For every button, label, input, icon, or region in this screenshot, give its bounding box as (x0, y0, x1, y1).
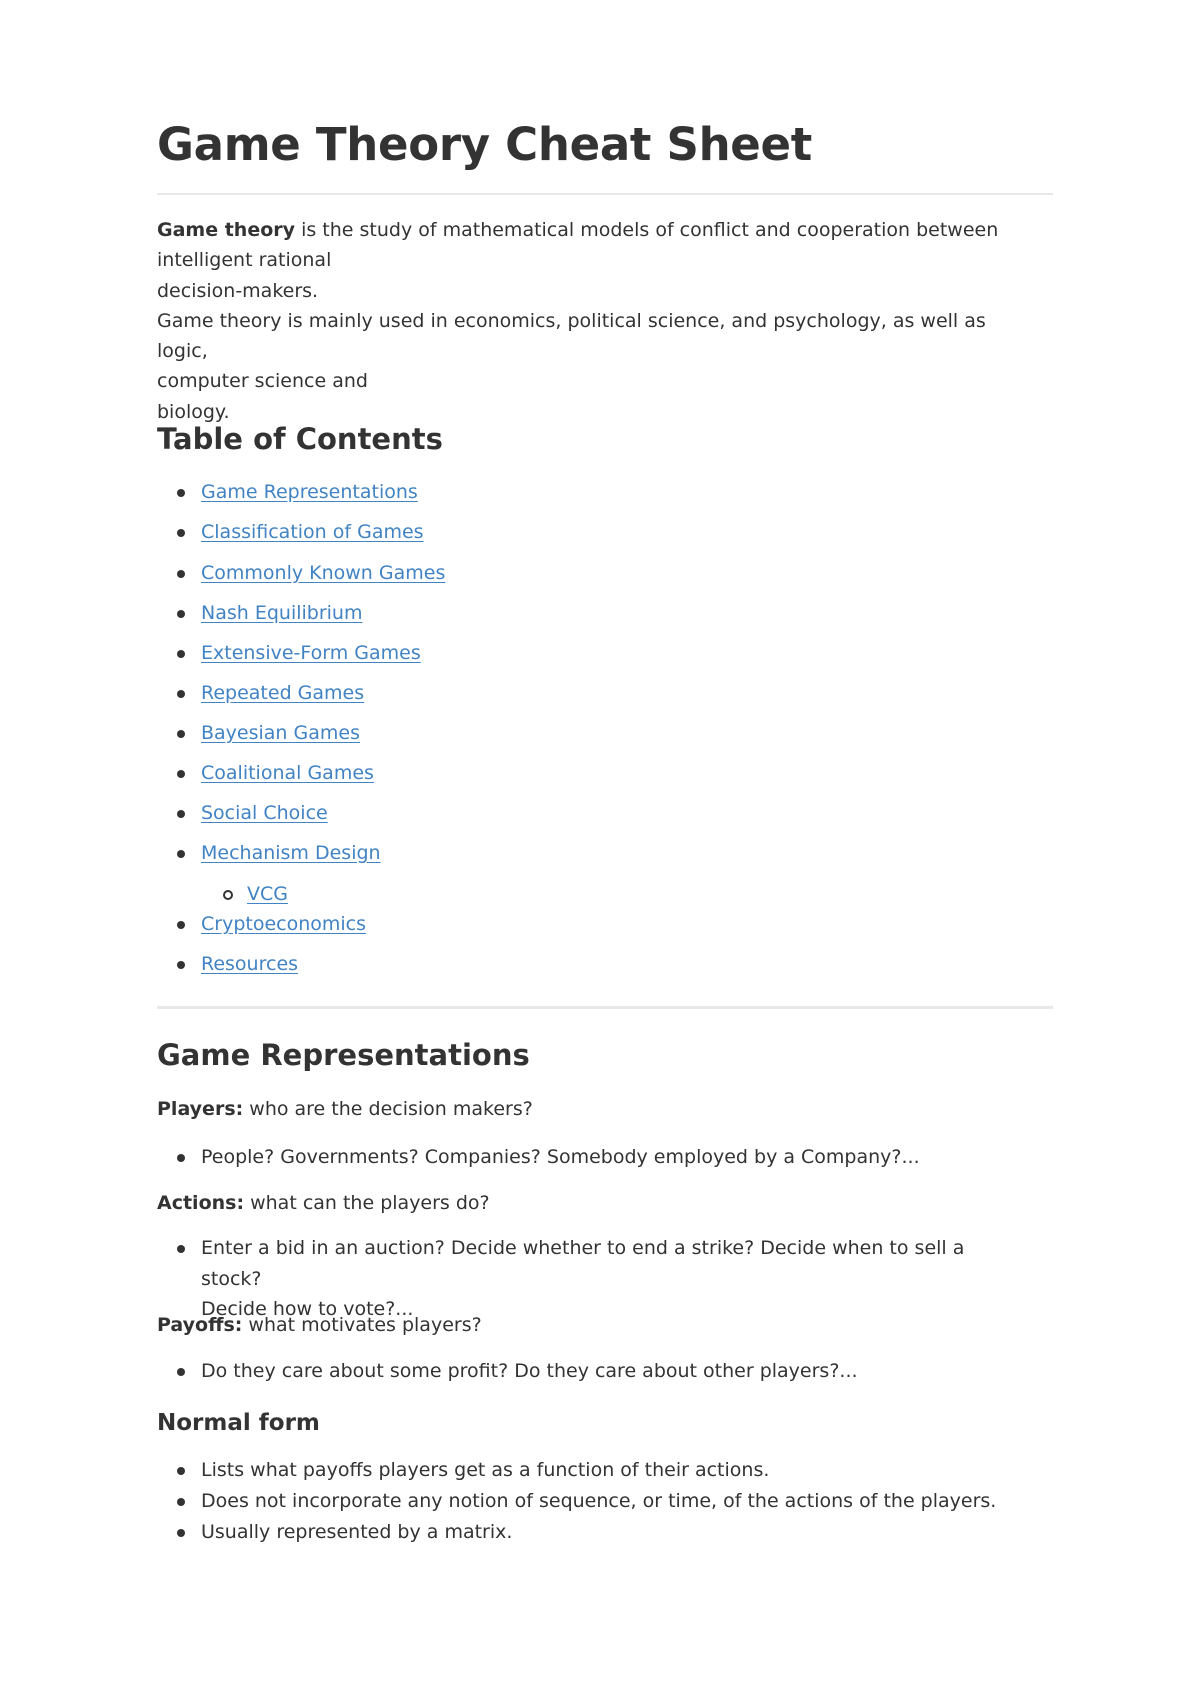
toc-link-cryptoeconomics[interactable]: Cryptoeconomics (201, 913, 367, 935)
toc-item (201, 758, 374, 788)
intro-line-2: intelligent rational (157, 249, 332, 272)
toc-link-nash-equilibrium[interactable]: Nash Equilibrium (201, 602, 363, 624)
section-heading-game-representations: Game Representations (157, 1038, 530, 1072)
payoffs-text: what motivates players? (242, 1314, 482, 1336)
toc-link-social-choice[interactable]: Social Choice (201, 802, 328, 824)
intro-line-6: biology. (157, 400, 230, 423)
normal-form-bullet: Lists what payoffs players get as a function of their actions. (201, 1455, 1021, 1486)
toc-item (201, 838, 381, 868)
toc-link-commonly-known-games[interactable]: Commonly Known Games (201, 562, 446, 584)
actions-label: Actions: (157, 1192, 245, 1214)
toc-item (201, 949, 298, 979)
toc-heading: Table of Contents (157, 422, 443, 456)
actions-bullet-line-1: Enter a bid in an auction? Decide whether to end a strike? Decide when to sell a stock? (201, 1237, 965, 1290)
players-label: Players: (157, 1098, 244, 1120)
title-divider (157, 193, 1053, 195)
toc-item (201, 558, 445, 588)
toc-item (201, 798, 328, 828)
toc-link-resources[interactable]: Resources (201, 953, 299, 975)
section-divider (157, 1006, 1053, 1009)
normal-form-bullet: Does not incorporate any notion of sequence, or time, of the actions of the players. (201, 1486, 1021, 1517)
players-paragraph (157, 1094, 1017, 1124)
intro-line-5: computer science and (157, 370, 368, 393)
normal-form-bullet: Usually represented by a matrix. (201, 1517, 1021, 1548)
toc-item (201, 909, 366, 939)
toc-link-coalitional-games[interactable]: Coalitional Games (201, 762, 374, 784)
actions-bullet-line-2: Decide how to vote?... (201, 1298, 414, 1320)
toc-item (201, 517, 424, 547)
players-text: who are the decision makers? (243, 1098, 533, 1120)
payoffs-bullet: Do they care about some profit? Do they care about other players?... (201, 1356, 1021, 1387)
page-title: Game Theory Cheat Sheet (157, 118, 812, 171)
toc-link-bayesian-games[interactable]: Bayesian Games (201, 722, 360, 744)
actions-paragraph (157, 1188, 1017, 1218)
toc-link-repeated-games[interactable]: Repeated Games (201, 682, 365, 704)
actions-text: what can the players do? (244, 1192, 490, 1214)
toc-subitem (247, 879, 288, 909)
subheading-normal-form: Normal form (157, 1410, 320, 1436)
intro-line-3: decision-makers. (157, 279, 319, 302)
players-bullet: People? Governments? Companies? Somebody employed by a Company?... (201, 1142, 1021, 1173)
toc-link-extensive-form-games[interactable]: Extensive-Form Games (201, 642, 421, 664)
toc-item (201, 718, 360, 748)
toc-link-classification-of-games[interactable]: Classification of Games (201, 521, 424, 543)
toc-item (201, 678, 364, 708)
toc-link-mechanism-design[interactable]: Mechanism Design (201, 842, 381, 864)
intro-paragraph (157, 215, 1017, 427)
toc-link-vcg[interactable]: VCG (247, 883, 288, 905)
intro-term: Game theory (157, 219, 296, 241)
payoffs-label: Payoffs: (157, 1314, 243, 1336)
intro-line-4: Game theory is mainly used in economics, political science, and psychology, as well as logic, (157, 309, 986, 363)
payoffs-paragraph (157, 1310, 1017, 1340)
toc-item (201, 638, 421, 668)
toc-item (201, 477, 418, 507)
toc-link-game-representations[interactable]: Game Representations (201, 481, 418, 503)
intro-line-1: is the study of mathematical models of conflict and cooperation between (295, 219, 999, 241)
toc-item (201, 598, 362, 628)
